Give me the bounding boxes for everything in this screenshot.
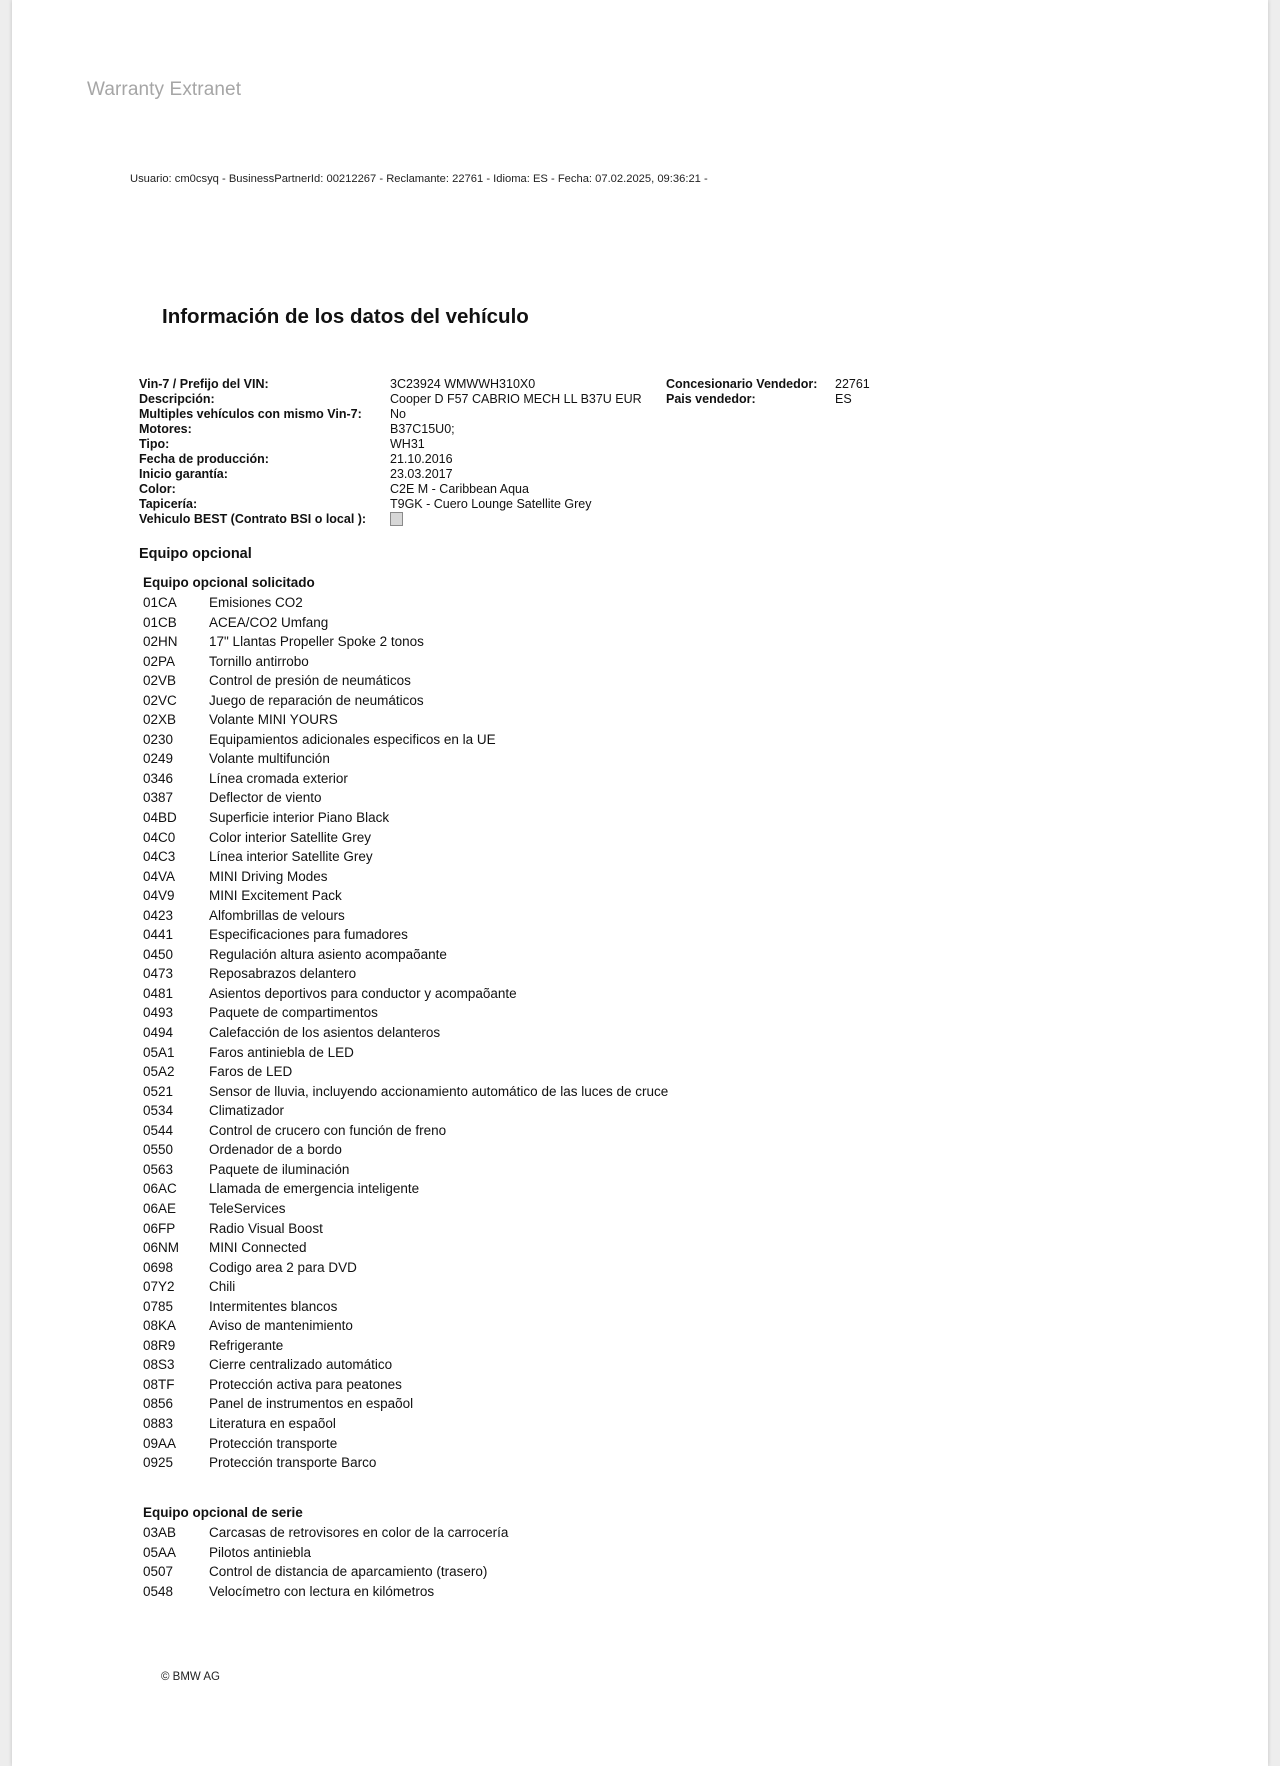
option-description: Volante MINI YOURS <box>209 712 338 728</box>
copyright-footer: © BMW AG <box>161 1671 220 1683</box>
option-description: Emisiones CO2 <box>209 595 303 610</box>
option-description: Protección activa para peatones <box>209 1376 402 1392</box>
brand-title: Warranty Extranet <box>87 79 242 100</box>
option-code: 06AC <box>143 1181 177 1197</box>
option-code: 08R9 <box>143 1337 176 1353</box>
option-code: 0507 <box>143 1564 174 1580</box>
option-description: MINI Connected <box>209 1240 307 1256</box>
option-code: 0387 <box>143 790 174 806</box>
option-description: Chili <box>209 1279 236 1295</box>
option-description: 17" Llantas Propeller Spoke 2 tonos <box>209 634 424 650</box>
option-code: 02VB <box>143 673 177 689</box>
option-description: Radio Visual Boost <box>209 1220 323 1236</box>
option-description: Sensor de lluvia, incluyendo accionamiento automático de las luces de cruce <box>209 1083 669 1099</box>
option-code: 0423 <box>143 907 174 923</box>
option-code: 02XB <box>143 712 177 728</box>
option-description: Paquete de compartimentos <box>209 1005 378 1021</box>
optional-equipment-heading: Equipo opcional <box>139 546 252 562</box>
document-page <box>12 0 1268 1766</box>
option-code: 03AB <box>143 1525 177 1540</box>
field-value-engines: B37C15U0; <box>390 422 455 436</box>
option-code: 04C0 <box>143 829 176 845</box>
option-description: Faros de LED <box>209 1064 293 1080</box>
option-code: 05A2 <box>143 1064 175 1080</box>
field-value-color: C2E M - Caribbean Aqua <box>390 482 529 496</box>
best-contract-checkbox[interactable] <box>390 512 403 526</box>
option-description: Tornillo antirrobo <box>209 653 309 669</box>
standard-equipment-heading: Equipo opcional de serie <box>143 1505 303 1520</box>
option-description: Ordenador de a bordo <box>209 1142 342 1158</box>
field-value-multiple-vehicles: No <box>390 407 406 421</box>
option-description: Línea interior Satellite Grey <box>209 849 373 865</box>
option-description: Cierre centralizado automático <box>209 1357 393 1373</box>
dealer-field-values <box>835 377 870 407</box>
option-description: Protección transporte Barco <box>209 1455 377 1471</box>
field-label-selling-country: Pais vendedor: <box>666 392 756 406</box>
option-description: Intermitentes blancos <box>209 1298 338 1314</box>
option-code: 0494 <box>143 1025 174 1041</box>
option-description: Literatura en espaõol <box>209 1415 336 1431</box>
option-code: 0249 <box>143 751 174 767</box>
option-description: Pilotos antiniebla <box>209 1544 312 1560</box>
option-description: Reposabrazos delantero <box>209 966 357 982</box>
option-code: 08KA <box>143 1318 177 1334</box>
option-code: 02HN <box>143 634 178 650</box>
option-description: Equipamientos adicionales especificos en la UE <box>209 731 496 747</box>
option-description: MINI Excitement Pack <box>209 888 342 904</box>
option-description: Volante multifunción <box>209 751 330 767</box>
field-label-warranty-start: Inicio garantía: <box>139 467 228 481</box>
vehicle-field-labels <box>139 377 366 527</box>
option-description: Alfombrillas de velours <box>209 907 345 923</box>
option-code: 0698 <box>143 1259 174 1275</box>
option-description: Control de distancia de aparcamiento (trasero) <box>209 1564 488 1580</box>
option-code: 04C3 <box>143 849 176 865</box>
field-label-upholstery: Tapicería: <box>139 497 198 511</box>
option-description: TeleServices <box>209 1200 286 1216</box>
option-code: 0481 <box>143 985 174 1001</box>
option-code: 04VA <box>143 868 176 884</box>
option-description: ACEA/CO2 Umfang <box>209 614 329 630</box>
vehicle-field-values <box>390 377 642 527</box>
option-description: Asientos deportivos para conductor y acompaõante <box>209 985 517 1001</box>
option-code: 0521 <box>143 1083 174 1099</box>
field-label-engines: Motores: <box>139 422 192 436</box>
option-description: Protección transporte <box>209 1435 338 1451</box>
option-code: 0441 <box>143 927 174 943</box>
option-description: Faros antiniebla de LED <box>209 1044 354 1060</box>
field-label-selling-dealer: Concesionario Vendedor: <box>666 377 818 391</box>
option-code: 0548 <box>143 1583 174 1599</box>
option-description: Control de crucero con función de freno <box>209 1122 447 1138</box>
option-code: 0493 <box>143 1005 174 1021</box>
field-value-warranty-start: 23.03.2017 <box>390 467 453 481</box>
field-value-best-vehicle <box>390 512 642 527</box>
field-label-best-vehicle: Vehiculo BEST (Contrato BSI o local ): <box>139 512 367 526</box>
user-session-info: Usuario: cm0csyq - BusinessPartnerId: 00212267 - Reclamante: 22761 - Idioma: ES - Fecha: 07.02.2025, 09:36:21 - <box>130 173 708 185</box>
option-description: Codigo area 2 para DVD <box>209 1259 357 1275</box>
option-code: 08TF <box>143 1376 175 1392</box>
option-description: Climatizador <box>209 1103 285 1119</box>
option-code: 09AA <box>143 1435 177 1451</box>
option-description: Juego de reparación de neumáticos <box>209 692 424 708</box>
option-code: 07Y2 <box>143 1279 175 1295</box>
option-description: Panel de instrumentos en espaõol <box>209 1396 414 1412</box>
field-value-selling-country: ES <box>835 392 852 406</box>
option-description: Aviso de mantenimiento <box>209 1318 353 1334</box>
option-code: 0785 <box>143 1298 174 1314</box>
option-code: 0925 <box>143 1455 174 1471</box>
option-code: 0473 <box>143 966 174 982</box>
option-code: 05A1 <box>143 1044 175 1060</box>
option-code: 05AA <box>143 1544 177 1560</box>
option-code: 02VC <box>143 692 177 708</box>
option-description: Especificaciones para fumadores <box>209 927 408 943</box>
field-value-type: WH31 <box>390 437 425 451</box>
option-code: 06AE <box>143 1200 177 1216</box>
option-description: Calefacción de los asientos delanteros <box>209 1025 441 1041</box>
option-description: Deflector de viento <box>209 790 322 806</box>
option-code: 0856 <box>143 1396 174 1412</box>
option-code: 04BD <box>143 810 177 826</box>
dealer-field-labels <box>666 377 817 407</box>
page-title: Información de los datos del vehículo <box>162 305 529 328</box>
option-description: Llamada de emergencia inteligente <box>209 1181 420 1197</box>
option-description: Velocímetro con lectura en kilómetros <box>209 1583 435 1599</box>
option-description: Carcasas de retrovisores en color de la carrocería <box>209 1525 509 1540</box>
field-value-vin: 3C23924 WMWWH310X0 <box>390 377 536 391</box>
field-value-production-date: 21.10.2016 <box>390 452 453 466</box>
option-code: 01CA <box>143 595 177 610</box>
option-description: MINI Driving Modes <box>209 868 328 884</box>
option-code: 0346 <box>143 770 174 786</box>
option-description: Refrigerante <box>209 1337 284 1353</box>
option-code: 0883 <box>143 1415 174 1431</box>
option-code: 04V9 <box>143 888 175 904</box>
option-code: 0544 <box>143 1122 174 1138</box>
field-value-upholstery: T9GK - Cuero Lounge Satellite Grey <box>390 497 592 511</box>
field-label-color: Color: <box>139 482 176 496</box>
option-code: 0230 <box>143 731 174 747</box>
option-description: Paquete de iluminación <box>209 1161 350 1177</box>
option-description: Color interior Satellite Grey <box>209 829 372 845</box>
option-code: 0563 <box>143 1161 174 1177</box>
option-description: Superficie interior Piano Black <box>209 810 390 826</box>
option-code: 02PA <box>143 653 176 669</box>
field-label-multiple-vehicles: Multiples vehículos con mismo Vin-7: <box>139 407 362 421</box>
option-code: 08S3 <box>143 1357 175 1373</box>
option-code: 06FP <box>143 1220 176 1236</box>
field-value-selling-dealer: 22761 <box>835 377 870 391</box>
option-code: 0534 <box>143 1103 174 1119</box>
field-label-production-date: Fecha de producción: <box>139 452 269 466</box>
option-code: 0550 <box>143 1142 174 1158</box>
option-code: 0450 <box>143 946 174 962</box>
field-value-description: Cooper D F57 CABRIO MECH LL B37U EUR <box>390 392 642 406</box>
option-code: 06NM <box>143 1240 180 1256</box>
option-description: Control de presión de neumáticos <box>209 673 411 689</box>
field-label-type: Tipo: <box>139 437 170 451</box>
field-label-description: Descripción: <box>139 392 215 406</box>
requested-equipment-heading: Equipo opcional solicitado <box>143 575 315 590</box>
field-label-vin: Vin-7 / Prefijo del VIN: <box>139 377 269 391</box>
option-description: Regulación altura asiento acompaõante <box>209 946 447 962</box>
option-code: 01CB <box>143 614 177 630</box>
option-description: Línea cromada exterior <box>209 770 348 786</box>
